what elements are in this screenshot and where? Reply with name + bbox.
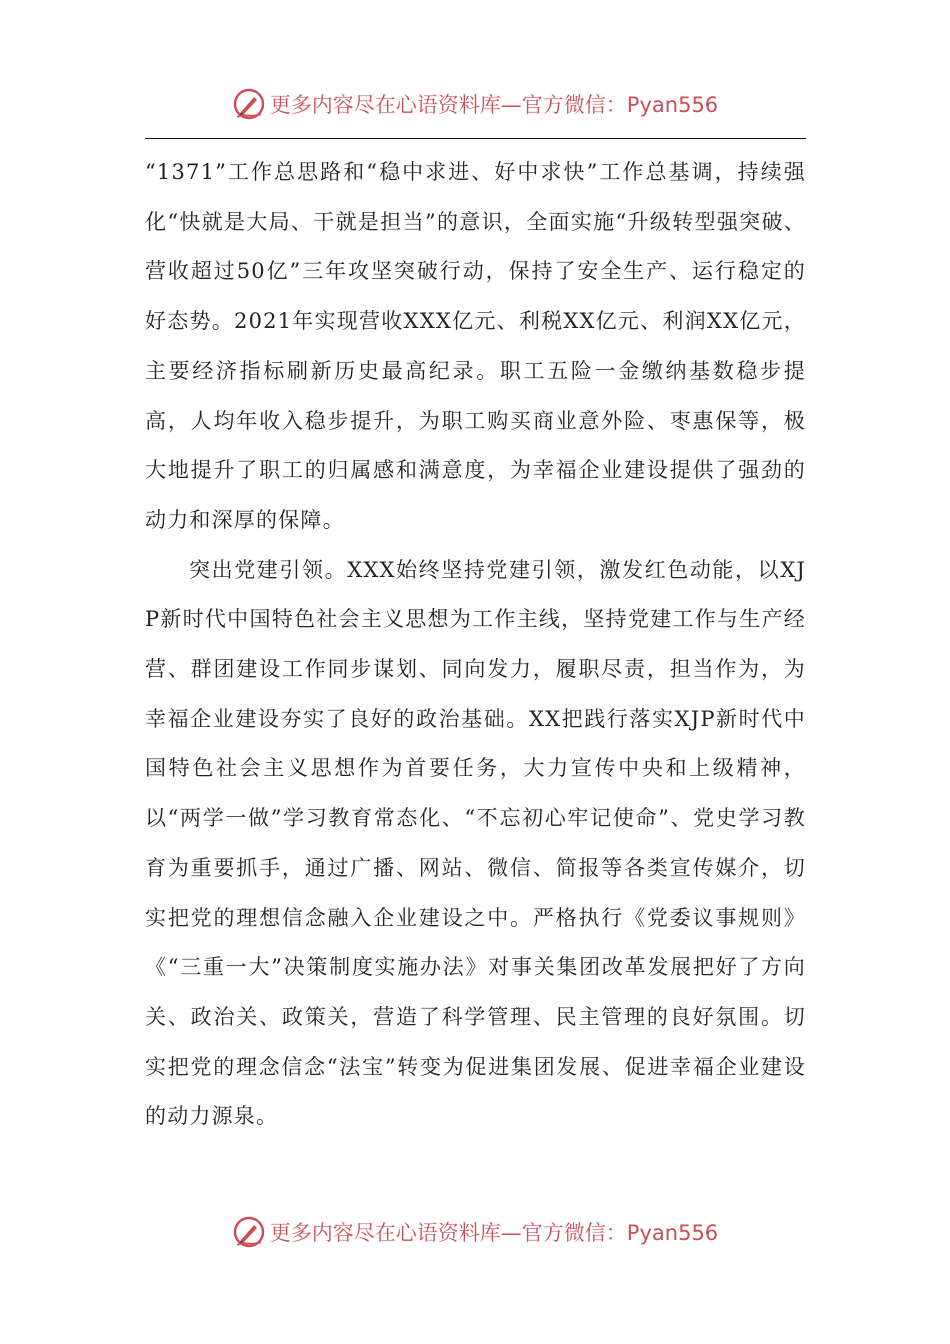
document-body bbox=[145, 148, 806, 1142]
body-paragraph-1: “1371”工作总思路和“稳中求进、好中求快”工作总基调，持续强化“快就是大局、干就是担当”的意识，全面实施“升级转型强突破、营收超过50亿”三年攻坚突破行动，保持了安全生产、运行稳定的好态势。2021年实现营收XXX亿元、利税XX亿元、利润XX亿元，主要经济指标刷新历史最高纪录。职工五险一金缴纳基数稳步提高，人均年收入稳步提升，为职工购买商业意外险、枣惠保等，极大地提升了职工的归属感和满意度，为幸福企业建设提供了强劲的动力和深厚的保障。 bbox=[145, 160, 806, 532]
header-divider bbox=[145, 138, 806, 139]
header-banner-text: 更多内容尽在心语资料库—官方微信：Pyan556 bbox=[269, 93, 719, 117]
footer-banner bbox=[0, 1212, 950, 1252]
footer-banner-text: 更多内容尽在心语资料库—官方微信：Pyan556 bbox=[269, 1221, 719, 1245]
red-pen-seal-logo-icon bbox=[232, 87, 266, 121]
header-banner bbox=[0, 84, 950, 124]
body-paragraph-2: 突出党建引领。XXX始终坚持党建引领，激发红色动能，以XJP新时代中国特色社会主义思想为工作主线，坚持党建工作与生产经营、群团建设工作同步谋划、同向发力，履职尽责，担当作为，为幸福企业建设夯实了良好的政治基础。XX把践行落实XJP新时代中国特色社会主义思想作为首要任务，大力宣传中央和上级精神，以“两学一做”学习教育常态化、“不忘初心牢记使命”、党史学习教育为重要抓手，通过广播、网站、微信、简报等各类宣传媒介，切实把党的理想信念融入企业建设之中。严格执行《党委议事规则》《“三重一大”决策制度实施办法》对事关集团改革发展把好了方向关、政治关、政策关，营造了科学管理、民主管理的良好氛围。切实把党的理念信念“法宝”转变为促进集团发展、促进幸福企业建设的动力源泉。 bbox=[145, 557, 806, 1129]
red-pen-seal-logo-icon bbox=[232, 1215, 266, 1249]
